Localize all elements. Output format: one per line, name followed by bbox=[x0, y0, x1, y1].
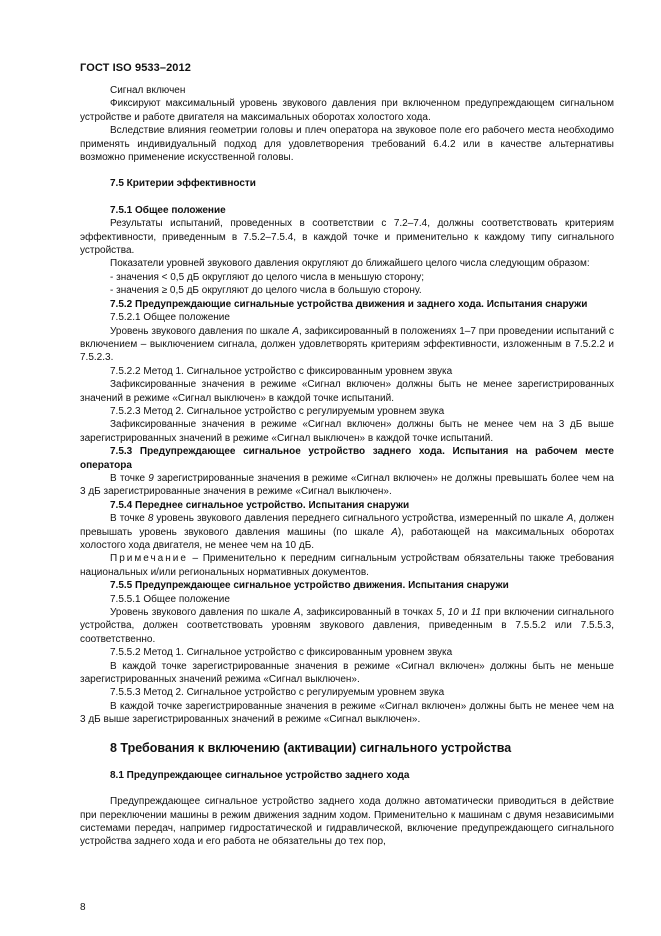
paragraph-signal-on: Сигнал включен bbox=[110, 85, 186, 96]
section-heading-8: 8 Требования к включению (активации) сигнального устройства bbox=[110, 740, 512, 755]
page-number: 8 bbox=[80, 902, 86, 913]
subsection-heading-7-5-3: 7.5.3 Предупреждающее сигнальное устройство заднего хода. Испытания на рабочем месте оператора bbox=[80, 446, 614, 471]
document-header: ГОСТ ISO 9533–2012 bbox=[80, 62, 191, 74]
subsection-heading-7-5-2: 7.5.2 Предупреждающие сигнальные устройства движения и заднего хода. Испытания снаружи bbox=[110, 298, 588, 310]
paragraph: Уровень звукового давления по шкале А, зафиксированный в положениях 1–7 при проведении испытаний с включением – выключением сигнала, должен удовлетворять критериям эффективности, изложенным в 7.5.2.2 и 7.5.2.3. bbox=[80, 325, 615, 364]
list-item: - значения ≥ 0,5 дБ округляют до целого числа в большую сторону. bbox=[110, 285, 422, 297]
paragraph: Предупреждающее сигнальное устройство заднего хода должно автоматически приводиться в действие при переключении машины в режим движения задним ходом. Применительно к машинам с двумя независимыми системами передач, например гидростатической и гидравлической, включение предупреждающего сигнального устройства заднего хода и его работа не обязательны до тех пор, bbox=[80, 796, 614, 848]
section-heading-7-5: 7.5 Критерии эффективности bbox=[110, 178, 256, 190]
note-label: Примечание bbox=[110, 553, 188, 565]
paragraph: В каждой точке зарегистрированные значения в режиме «Сигнал включен» должны быть не меньше зарегистрированных значений режима «Сигнал выключен». bbox=[80, 660, 614, 686]
paragraph: Уровень звукового давления по шкале А, зафиксированный в точках 5, 10 и 11 при включении сигнального устройства, должен соответствовать уровням звукового давления, приведенным в 7.5.5.2 или 7.5.5.3, соответственно. bbox=[80, 607, 614, 645]
clause-heading: 7.5.5.2 Метод 1. Сигнальное устройство с фиксированным уровнем звука bbox=[110, 647, 453, 659]
paragraph: Зафиксированные значения в режиме «Сигнал включен» должны быть не менее чем на 3 дБ выше зарегистрированных значений в режиме «Сигнал выключен» в каждой точке испытаний. bbox=[80, 419, 614, 444]
paragraph: Показатели уровней звукового давления округляют до ближайшего целого числа следующим образом: bbox=[110, 258, 590, 270]
subsection-heading-8-1: 8.1 Предупреждающее сигнальное устройство заднего хода bbox=[110, 769, 410, 781]
clause-heading: 7.5.5.3 Метод 2. Сигнальное устройство с регулируемым уровнем звука bbox=[110, 687, 445, 699]
subsection-heading-7-5-1: 7.5.1 Общее положение bbox=[110, 204, 226, 216]
paragraph: В точке 9 зарегистрированные значения в режиме «Сигнал включен» не должны превышать более чем на 3 дБ зарегистрированные значения в режиме «Сигнал выключен». bbox=[80, 472, 614, 498]
clause-heading: 7.5.2.1 Общее положение bbox=[110, 312, 230, 324]
subsection-heading-7-5-4: 7.5.4 Переднее сигнальное устройство. Испытания снаружи bbox=[110, 499, 410, 511]
paragraph: Зафиксированные значения в режиме «Сигнал включен» должны быть не менее зарегистрированных значений в режиме «Сигнал выключен» в каждой точке испытаний. bbox=[80, 379, 614, 404]
clause-heading: 7.5.2.3 Метод 2. Сигнальное устройство с регулируемым уровнем звука bbox=[110, 405, 445, 417]
list-item: - значения < 0,5 дБ округляют до целого числа в меньшую сторону; bbox=[110, 271, 425, 283]
clause-heading: 7.5.2.2 Метод 1. Сигнальное устройство с фиксированным уровнем звука bbox=[110, 365, 453, 377]
document-body bbox=[80, 84, 614, 849]
clause-heading: 7.5.5.1 Общее положение bbox=[110, 593, 230, 605]
subsection-heading-7-5-5: 7.5.5 Предупреждающее сигнальное устройство движения. Испытания снаружи bbox=[110, 580, 509, 592]
paragraph: В точке 8 уровень звукового давления переднего сигнального устройства, измеренный по шкале А, должен превышать уровень звукового давления машины (по шкале А), работающей на максимальных оборотах холостого хода двигателя, не менее чем на 10 дБ. bbox=[80, 513, 615, 551]
paragraph: Вследствие влияния геометрии головы и плеч оператора на звуковое поле его рабочего места необходимо применять индивидуальный подход для удовлетворения требований 6.4.2 или в качестве альтернативы возможно применение искусственной головы. bbox=[80, 125, 614, 164]
paragraph: В каждой точке зарегистрированные значения в режиме «Сигнал включен» должны быть не менее чем на 3 дБ выше зарегистрированных значений в режиме «Сигнал выключен». bbox=[80, 700, 614, 726]
paragraph: Результаты испытаний, проведенных в соответствии с 7.2–7.4, должны соответствовать критериям эффективности, приведенным в 7.5.2–7.5.4, в каждой точке и применительно к каждому типу сигнального устройства. bbox=[80, 218, 614, 257]
note: Примечание – Применительно к передним сигнальным устройствам обязательны также требования национальных и/или региональных нормативных документов. bbox=[80, 553, 614, 578]
paragraph: Фиксируют максимальный уровень звукового давления при включенном предупреждающем сигнальном устройстве и работе двигателя на максимальных оборотах холостого хода. bbox=[80, 98, 614, 123]
